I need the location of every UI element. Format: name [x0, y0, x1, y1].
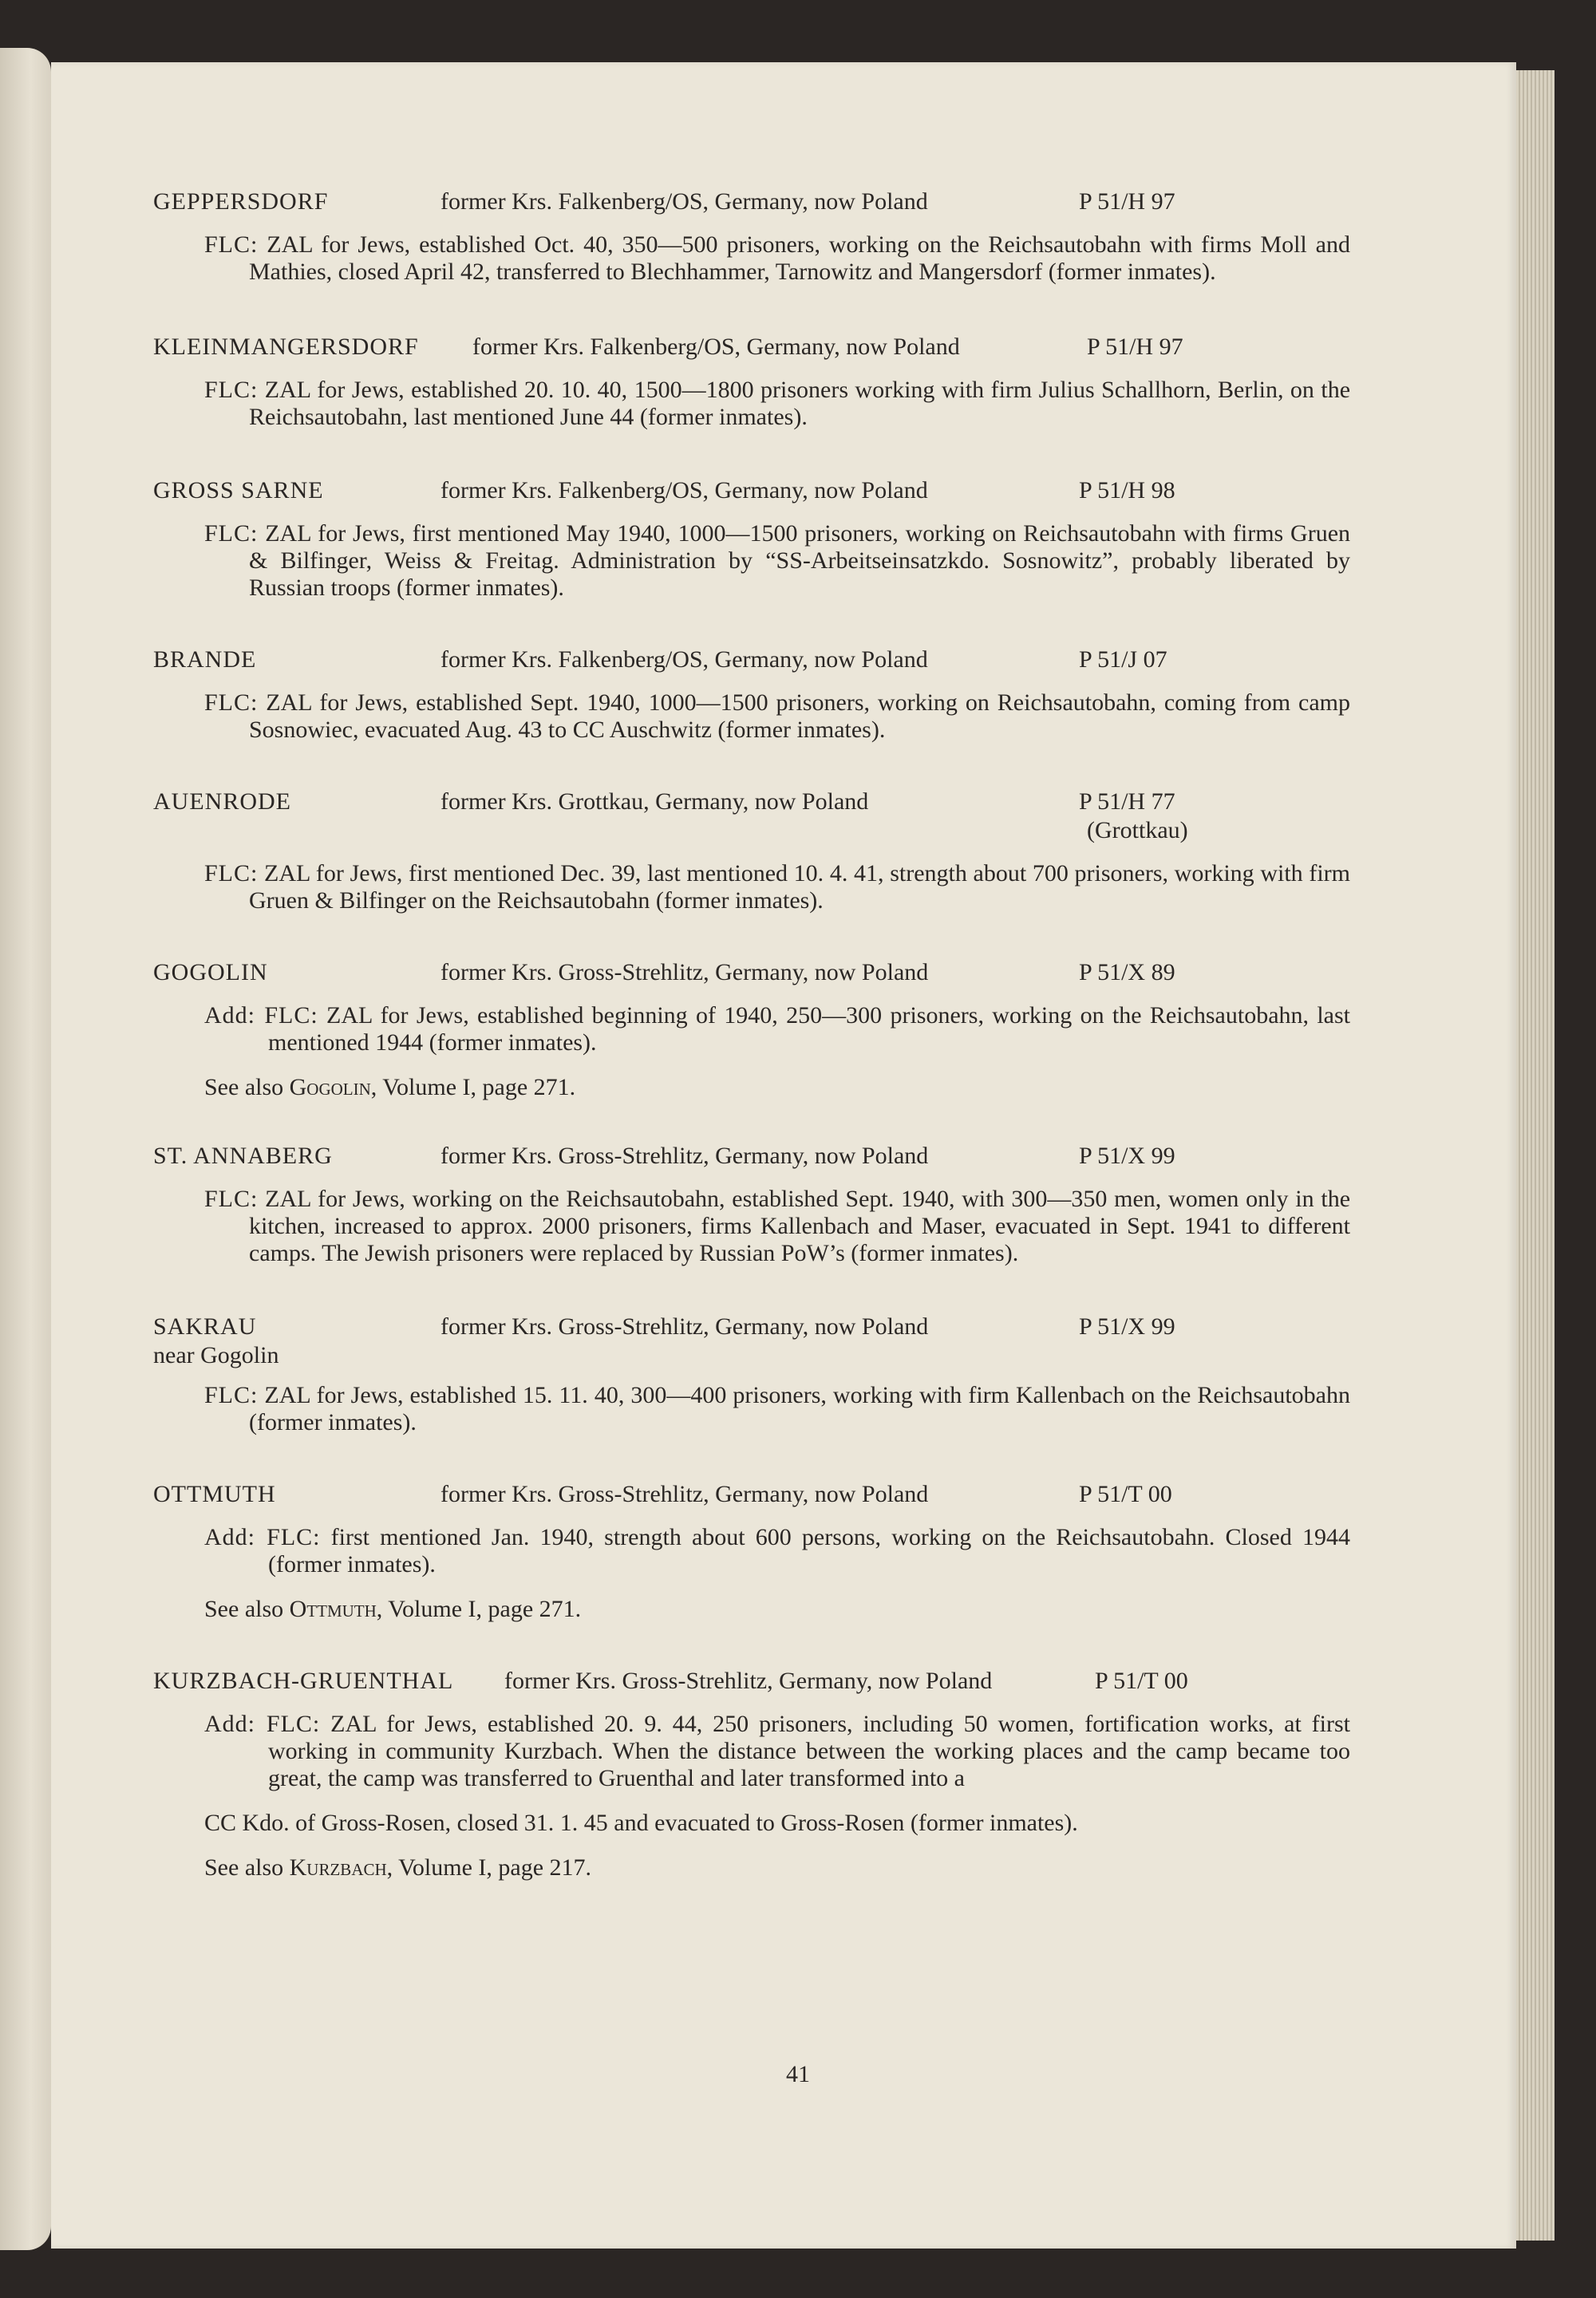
- entry-text-continued: CC Kdo. of Gross-Rosen, closed 31. 1. 45 and evacuated to Gross-Rosen (former inmates).: [204, 1810, 1078, 1836]
- entry-text: ZAL for Jews, established 20. 10. 40, 1500—1800 prisoners working with firm Julius Schallhorn, Berlin, on the Reichsautobahn, last mentioned June 44 (former inmates).: [249, 377, 1351, 430]
- place-name: OTTMUTH: [153, 1481, 276, 1507]
- entry-body: [153, 1002, 1350, 1056]
- place-name: GEPPERSDORF: [153, 188, 329, 215]
- place-location: former Krs. Falkenberg/OS, Germany, now Poland: [440, 646, 928, 673]
- map-reference: P 51/H 77: [1079, 788, 1175, 815]
- place-name: KURZBACH-GRUENTHAL: [153, 1668, 454, 1694]
- camp-entry: [153, 1143, 1350, 1267]
- place-location: former Krs. Gross-Strehlitz, Germany, now Poland: [440, 1313, 929, 1340]
- entry-body: [153, 520, 1350, 602]
- entry-body: [153, 1186, 1350, 1267]
- source-label: FLC:: [204, 689, 259, 716]
- source-label: FLC:: [204, 377, 259, 403]
- entry-text: ZAL for Jews, working on the Reichsautobahn, established Sept. 1940, with 300—350 men, women only in the kitchen, increased to approx. 2000 prisoners, firms Kallenbach and Maser, evacuated in Sept. 1941 to different camps. The Jewish prisoners were replaced by Russian PoW’s (former inmates).: [249, 1186, 1351, 1266]
- entry-header: [153, 334, 1350, 361]
- place-location: former Krs. Gross-Strehlitz, Germany, now Poland: [440, 959, 929, 985]
- place-name: BRANDE: [153, 646, 257, 673]
- entry-body: [153, 1382, 1350, 1436]
- place-name: GOGOLIN: [153, 959, 268, 985]
- entry-header: [153, 959, 1350, 986]
- place-name: AUENRODE: [153, 788, 291, 815]
- place-location: former Krs. Falkenberg/OS, Germany, now Poland: [440, 188, 928, 215]
- source-label: FLC:: [204, 1382, 259, 1408]
- entry-text: first mentioned Jan. 1940, strength about 600 persons, working on the Reichsautobahn. Closed 1944 (former inmates).: [268, 1524, 1351, 1577]
- entry-header: [153, 788, 1350, 843]
- map-reference: P 51/H 97: [1079, 188, 1175, 215]
- camp-entry: [153, 959, 1350, 1101]
- entry-text: ZAL for Jews, established Sept. 1940, 1000—1500 prisoners, working on Reichsautobahn, coming from camp Sosnowiec, evacuated Aug. 43 to CC Auschwitz (former inmates).: [249, 689, 1350, 743]
- entry-header: [153, 1313, 1350, 1340]
- place-name: KLEINMANGERSDORF: [153, 334, 419, 360]
- camp-entry: [153, 477, 1350, 602]
- map-reference: P 51/H 98: [1079, 477, 1175, 503]
- entry-header: [153, 646, 1350, 673]
- map-reference: P 51/H 97: [1087, 334, 1183, 360]
- entry-text: ZAL for Jews, first mentioned Dec. 39, last mentioned 10. 4. 41, strength about 700 prisoners, working with firm Gruen & Bilfinger on the Reichsautobahn (former inmates).: [249, 860, 1351, 914]
- entry-text: ZAL for Jews, established Oct. 40, 350—500 prisoners, working on the Reichsautobahn with firms Moll and Mathies, closed April 42, transferred to Blechhammer, Tarnowitz and Mangersdorf (former inmates).: [249, 231, 1351, 285]
- see-also-link: Ottmuth: [289, 1596, 377, 1622]
- entry-header: [153, 188, 1350, 215]
- entry-text: ZAL for Jews, first mentioned May 1940, 1000—1500 prisoners, working on Reichsautobahn with firms Gruen & Bilfinger, Weiss & Freitag. Administration by “SS-Arbeitseinsatzkdo. Sosnowitz”, probably liberated by Russian troops (former inmates).: [249, 520, 1351, 601]
- see-also: See also Ottmuth, Volume I, page 271.: [204, 1596, 582, 1622]
- entry-body: [153, 1711, 1350, 1837]
- map-reference-sub: (Grottkau): [1087, 817, 1188, 843]
- entry-header: [153, 1668, 1350, 1695]
- camp-entry: [153, 334, 1350, 431]
- see-also-link: Gogolin: [289, 1074, 371, 1100]
- camp-entry: [153, 1481, 1350, 1623]
- place-location: former Krs. Grottkau, Germany, now Poland: [440, 788, 869, 815]
- place-location: former Krs. Gross-Strehlitz, Germany, now Poland: [440, 1143, 929, 1169]
- entry-body: [153, 377, 1350, 431]
- source-label: Add: FLC:: [204, 1002, 318, 1029]
- page-number: 41: [786, 2061, 810, 2087]
- place-name: ST. ANNABERG: [153, 1143, 333, 1169]
- entry-header: [153, 1143, 1350, 1170]
- camp-entry: [153, 788, 1350, 914]
- map-reference: P 51/T 00: [1095, 1668, 1188, 1694]
- page-stack-edge: [1516, 70, 1555, 2241]
- camp-entry: [153, 1313, 1350, 1436]
- camp-entry: [153, 1668, 1350, 1881]
- source-label: FLC:: [204, 860, 259, 886]
- place-name: SAKRAU: [153, 1313, 257, 1340]
- source-label: Add: FLC:: [204, 1711, 321, 1737]
- entry-body: [153, 689, 1350, 744]
- entry-body: [153, 1524, 1350, 1578]
- place-qualifier: near Gogolin: [153, 1342, 279, 1368]
- see-also: See also Kurzbach, Volume I, page 217.: [204, 1854, 592, 1881]
- entry-text: ZAL for Jews, established 15. 11. 40, 300—400 prisoners, working with firm Kallenbach on the Reichsautobahn (former inmates).: [249, 1382, 1350, 1435]
- entry-header: [153, 477, 1350, 504]
- see-also-link: Kurzbach: [289, 1854, 387, 1881]
- source-label: FLC:: [204, 520, 259, 547]
- place-location: former Krs. Falkenberg/OS, Germany, now Poland: [440, 477, 928, 503]
- place-location: former Krs. Falkenberg/OS, Germany, now Poland: [472, 334, 960, 360]
- previous-page-edge: [0, 48, 51, 2250]
- place-location: former Krs. Gross-Strehlitz, Germany, now Poland: [440, 1481, 929, 1507]
- map-reference: P 51/X 99: [1079, 1143, 1175, 1169]
- see-also: See also Gogolin, Volume I, page 271.: [204, 1074, 576, 1100]
- entry-text: ZAL for Jews, established 20. 9. 44, 250 prisoners, including 50 women, fortification works, at first working in community Kurzbach. When the distance between the working places and the camp became too great, the camp was transferred to Gruenthal and later transformed into a: [268, 1711, 1350, 1791]
- camp-entry: [153, 646, 1350, 744]
- map-reference: P 51/J 07: [1079, 646, 1167, 673]
- entry-text: ZAL for Jews, established beginning of 1940, 250—300 prisoners, working on the Reichsautobahn, last mentioned 1944 (former inmates).: [268, 1002, 1351, 1056]
- entries-list: [153, 188, 1350, 1918]
- map-reference: P 51/T 00: [1079, 1481, 1172, 1507]
- map-reference: P 51/X 89: [1079, 959, 1175, 985]
- entry-body: [153, 860, 1350, 914]
- entry-body: [153, 231, 1350, 286]
- map-reference: P 51/X 99: [1079, 1313, 1175, 1340]
- entry-header: [153, 1481, 1350, 1508]
- source-label: Add: FLC:: [204, 1524, 321, 1550]
- place-location: former Krs. Gross-Strehlitz, Germany, now Poland: [504, 1668, 993, 1694]
- source-label: FLC:: [204, 231, 259, 258]
- source-label: FLC:: [204, 1186, 259, 1212]
- place-name: GROSS SARNE: [153, 477, 324, 503]
- camp-entry: [153, 188, 1350, 286]
